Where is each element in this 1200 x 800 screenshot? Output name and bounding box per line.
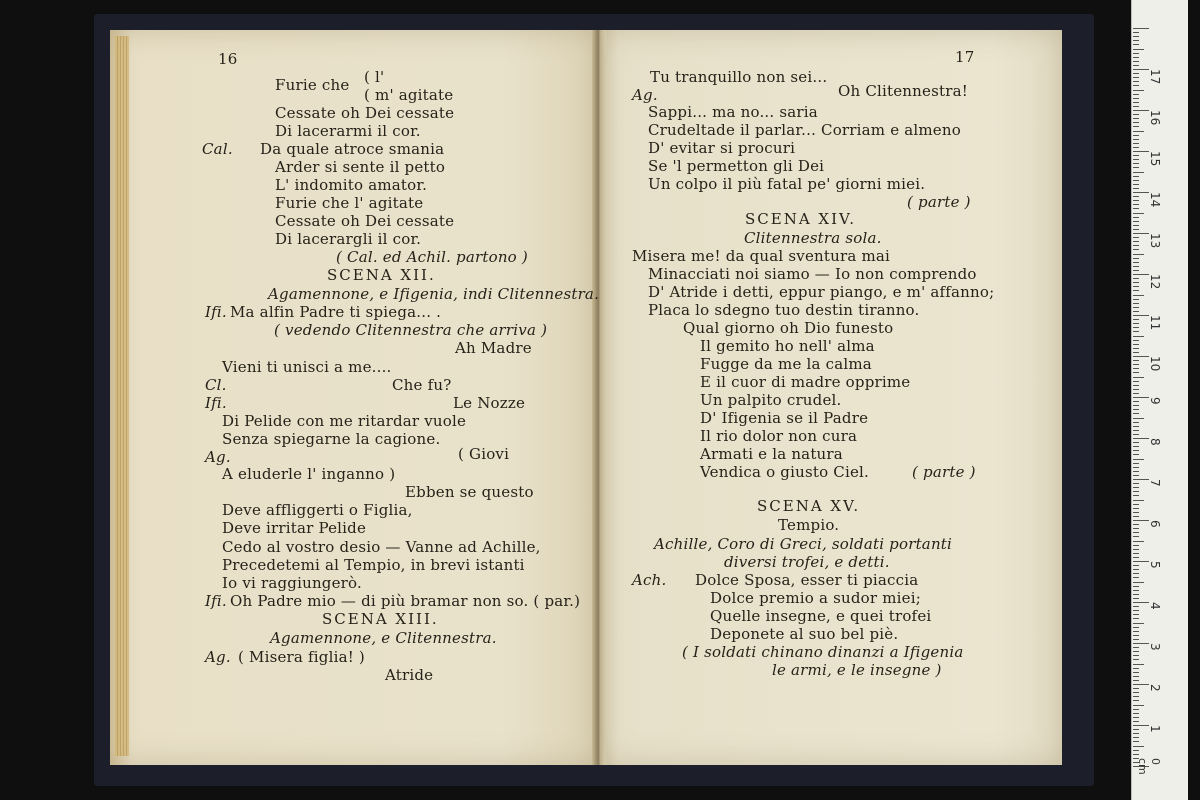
- ruler-tick: [1133, 385, 1139, 386]
- ruler-tick: [1133, 664, 1144, 665]
- ruler-tick: [1133, 541, 1144, 542]
- ruler-tick: [1133, 65, 1139, 66]
- ruler-tick: [1133, 204, 1139, 205]
- ruler-tick: [1133, 438, 1149, 439]
- ruler-tick: [1133, 754, 1139, 755]
- ruler-tick: [1133, 184, 1139, 185]
- ruler-number: 13: [1148, 233, 1162, 249]
- ruler-tick: [1133, 221, 1139, 222]
- scene-characters: diversi trofei, e detti.: [724, 553, 890, 571]
- ruler-tick: [1133, 639, 1139, 640]
- text-line: Di lacerarmi il cor.: [275, 122, 421, 140]
- text-line: Furie che l' agitate: [275, 194, 424, 212]
- text-line: Armati e la natura: [700, 445, 843, 463]
- text-line: Il rio dolor non cura: [700, 427, 858, 445]
- ruler-tick: [1133, 709, 1139, 710]
- ruler-number: 2: [1148, 684, 1162, 692]
- ruler-tick: [1133, 504, 1139, 505]
- speaker-label: Ifi.: [205, 394, 227, 412]
- ruler-tick: [1133, 315, 1149, 316]
- ruler-tick: [1133, 364, 1139, 365]
- text-line: A eluderle l' inganno ): [222, 465, 396, 483]
- ruler-tick: [1133, 139, 1139, 140]
- ruler-tick: [1133, 590, 1139, 591]
- text-line: ( l': [364, 68, 385, 86]
- ruler-tick: [1133, 36, 1139, 37]
- ruler-tick: [1133, 413, 1139, 414]
- ruler-tick: [1133, 360, 1139, 361]
- text-line: L' indomito amator.: [275, 176, 428, 194]
- text-line: Di lacerargli il cor.: [275, 230, 422, 248]
- ruler-number: 17: [1148, 69, 1162, 85]
- text-line: Io vi raggiungerò.: [222, 574, 362, 592]
- ruler-tick: [1133, 647, 1139, 648]
- text-line: D' Ifigenia se il Padre: [700, 409, 869, 427]
- page-number: 17: [955, 48, 975, 66]
- ruler-tick: [1133, 721, 1139, 722]
- ruler-tick: [1133, 705, 1144, 706]
- ruler-tick: [1133, 442, 1139, 443]
- ruler-tick: [1133, 213, 1144, 214]
- scene-heading: SCENA XIV.: [745, 210, 857, 228]
- ruler-tick: [1133, 532, 1139, 533]
- text-line: Oh Padre mio — di più bramar non so. ( par.): [230, 592, 581, 610]
- ruler-tick: [1133, 266, 1139, 267]
- stage-direction: ( Cal. ed Achil. partono ): [336, 248, 528, 266]
- ruler-tick: [1133, 659, 1139, 660]
- ruler-tick: [1133, 274, 1149, 275]
- ruler-tick: [1133, 577, 1139, 578]
- page-edges: [115, 36, 129, 756]
- ruler-tick: [1133, 553, 1139, 554]
- text-line: Cedo al vostro desio — Vanne ad Achille,: [222, 538, 541, 556]
- ruler-tick: [1133, 40, 1139, 41]
- ruler-unit-label: 0 cm: [1136, 758, 1162, 775]
- ruler-tick: [1133, 135, 1139, 136]
- ruler-tick: [1133, 241, 1139, 242]
- ruler-number: 4: [1148, 602, 1162, 610]
- ruler-tick: [1133, 110, 1149, 111]
- ruler-tick: [1133, 426, 1139, 427]
- ruler-tick: [1133, 344, 1139, 345]
- ruler-tick: [1133, 516, 1139, 517]
- text-line: Un colpo il più fatal pe' giorni miei.: [648, 175, 926, 193]
- text-line: Deponete al suo bel piè.: [710, 625, 899, 643]
- speaker-label: Ag.: [632, 86, 658, 104]
- ruler-tick: [1133, 729, 1139, 730]
- ruler-tick: [1133, 57, 1139, 58]
- ruler-tick: [1133, 475, 1139, 476]
- text-line: E il cuor di madre opprime: [700, 373, 911, 391]
- ruler-tick: [1133, 372, 1139, 373]
- ruler-tick: [1133, 208, 1139, 209]
- ruler-tick: [1133, 528, 1139, 529]
- ruler-tick: [1133, 565, 1139, 566]
- ruler-tick: [1133, 582, 1144, 583]
- ruler-tick: [1133, 167, 1139, 168]
- stage-direction: ( parte ): [912, 463, 976, 481]
- ruler-tick: [1133, 397, 1149, 398]
- ruler-tick: [1133, 114, 1139, 115]
- ruler-tick: [1133, 192, 1149, 193]
- ruler-tick: [1133, 422, 1139, 423]
- ruler-tick: [1133, 688, 1139, 689]
- ruler-tick: [1133, 147, 1139, 148]
- ruler-number: 9: [1148, 397, 1162, 405]
- ruler-tick: [1133, 737, 1139, 738]
- ruler-number: 5: [1148, 561, 1162, 569]
- ruler-tick: [1133, 430, 1139, 431]
- ruler-tick: [1133, 286, 1139, 287]
- ruler-tick: [1133, 163, 1139, 164]
- ruler-tick: [1133, 61, 1139, 62]
- text-line: Se 'l permetton gli Dei: [648, 157, 825, 175]
- ruler-tick: [1133, 299, 1139, 300]
- ruler-tick: [1133, 459, 1144, 460]
- ruler-tick: [1133, 500, 1144, 501]
- ruler-tick: [1133, 282, 1139, 283]
- ruler-tick: [1133, 159, 1139, 160]
- ruler-tick: [1133, 188, 1139, 189]
- ruler-tick: [1133, 106, 1139, 107]
- ruler-number: 14: [1148, 192, 1162, 208]
- text-line: Cessate oh Dei cessate: [275, 212, 455, 230]
- text-line: Fugge da me la calma: [700, 355, 872, 373]
- ruler-tick: [1133, 672, 1139, 673]
- stage-direction: le armi, e le insegne ): [772, 661, 942, 679]
- ruler-tick: [1133, 569, 1139, 570]
- ruler-tick: [1133, 668, 1139, 669]
- scene-characters: Achille, Coro di Greci, soldati portanti: [654, 535, 953, 553]
- ruler-tick: [1133, 303, 1139, 304]
- ruler-tick: [1133, 98, 1139, 99]
- text-line: Crudeltade il parlar... Corriam e almeno: [648, 121, 961, 139]
- ruler-tick: [1133, 586, 1139, 587]
- text-line: Vendica o giusto Ciel.: [700, 463, 870, 481]
- ruler-tick: [1133, 28, 1149, 29]
- ruler-tick: [1133, 290, 1139, 291]
- ruler-tick: [1133, 561, 1149, 562]
- stage-direction: ( I soldati chinano dinanzi a Ifigenia: [682, 643, 964, 661]
- ruler-tick: [1133, 225, 1139, 226]
- text-line: Da quale atroce smania: [260, 140, 445, 158]
- ruler-tick: [1133, 278, 1139, 279]
- text-line: Qual giorno oh Dio funesto: [683, 319, 894, 337]
- ruler-tick: [1133, 606, 1139, 607]
- scene-characters: Agamennone, e Clitennestra.: [270, 629, 497, 647]
- scene-heading: SCENA XII.: [327, 266, 436, 284]
- ruler-tick: [1133, 602, 1149, 603]
- ruler-tick: [1133, 327, 1139, 328]
- text-line: ( Giovi: [458, 445, 510, 463]
- text-line: Sappi... ma no... saria: [648, 103, 818, 121]
- text-line: Tu tranquillo non sei...: [650, 68, 828, 86]
- text-line: Vieni ti unisci a me....: [222, 358, 392, 376]
- ruler-tick: [1133, 258, 1139, 259]
- ruler-tick: [1133, 32, 1139, 33]
- text-line: Di Pelide con me ritardar vuole: [222, 412, 467, 430]
- book-gutter: [592, 30, 606, 765]
- ruler-tick: [1133, 700, 1139, 701]
- ruler-number: 15: [1148, 151, 1162, 167]
- ruler-tick: [1133, 610, 1139, 611]
- ruler-tick: [1133, 254, 1144, 255]
- ruler-tick: [1133, 598, 1139, 599]
- text-line: Le Nozze: [453, 394, 526, 412]
- text-line: Oh Clitennestra!: [838, 82, 968, 100]
- ruler-tick: [1133, 53, 1139, 54]
- scene-characters: Agamennone, e Ifigenia, indi Clitennestra.: [268, 285, 600, 303]
- scene-heading: SCENA XV.: [757, 497, 861, 515]
- ruler-tick: [1133, 618, 1139, 619]
- ruler-tick: [1133, 131, 1144, 132]
- ruler-tick: [1133, 733, 1139, 734]
- ruler-tick: [1133, 81, 1139, 82]
- ruler-tick: [1133, 90, 1144, 91]
- ruler-number: 6: [1148, 520, 1162, 528]
- ruler-tick: [1133, 356, 1149, 357]
- ruler-tick: [1133, 450, 1139, 451]
- text-line: D' Atride i detti, eppur piango, e m' affanno;: [648, 283, 995, 301]
- ruler-tick: [1133, 172, 1144, 173]
- ruler-tick: [1133, 614, 1139, 615]
- ruler-tick: [1133, 463, 1139, 464]
- ruler-tick: [1133, 180, 1139, 181]
- ruler-tick: [1133, 680, 1139, 681]
- ruler-number: 11: [1148, 315, 1162, 331]
- ruler-tick: [1133, 467, 1139, 468]
- ruler-tick: [1133, 454, 1139, 455]
- ruler-tick: [1133, 491, 1139, 492]
- ruler-tick: [1133, 270, 1139, 271]
- text-line: Misera me! da qual sventura mai: [632, 247, 891, 265]
- text-line: Dolce Sposa, esser ti piaccia: [695, 571, 919, 589]
- text-line: Il gemito ho nell' alma: [700, 337, 875, 355]
- ruler-number: 12: [1148, 274, 1162, 290]
- ruler-tick: [1133, 311, 1139, 312]
- text-line: Deve irritar Pelide: [222, 519, 367, 537]
- ruler-tick: [1133, 495, 1139, 496]
- ruler-tick: [1133, 401, 1139, 402]
- ruler-tick: [1133, 557, 1139, 558]
- ruler-tick: [1133, 151, 1149, 152]
- ruler-tick: [1133, 49, 1144, 50]
- ruler-tick: [1133, 229, 1139, 230]
- ruler-tick: [1133, 155, 1139, 156]
- ruler-tick: [1133, 200, 1139, 201]
- ruler-tick: [1133, 249, 1139, 250]
- ruler-tick: [1133, 418, 1144, 419]
- ruler-tick: [1133, 741, 1139, 742]
- ruler-tick: [1133, 487, 1139, 488]
- ruler-tick: [1133, 73, 1139, 74]
- ruler-tick: [1133, 237, 1139, 238]
- ruler-number: 7: [1148, 479, 1162, 487]
- text-line: Furie che: [275, 76, 350, 94]
- text-line: Arder si sente il petto: [275, 158, 446, 176]
- ruler-tick: [1133, 725, 1149, 726]
- ruler-tick: [1133, 643, 1149, 644]
- speaker-label: Ag.: [205, 448, 231, 466]
- ruler-tick: [1133, 409, 1139, 410]
- ruler-tick: [1133, 545, 1139, 546]
- ruler-tick: [1133, 377, 1144, 378]
- ruler-tick: [1133, 348, 1139, 349]
- ruler-tick: [1133, 655, 1139, 656]
- ruler-tick: [1133, 651, 1139, 652]
- ruler-tick: [1133, 69, 1149, 70]
- ruler-tick: [1133, 118, 1139, 119]
- text-line: Deve affliggerti o Figlia,: [222, 501, 413, 519]
- scene-setting: Tempio.: [778, 516, 840, 534]
- ruler-tick: [1133, 627, 1139, 628]
- ruler-tick: [1133, 549, 1139, 550]
- ruler-tick: [1133, 340, 1139, 341]
- text-line: Quelle insegne, e quei trofei: [710, 607, 932, 625]
- ruler-tick: [1133, 479, 1149, 480]
- ruler-tick: [1133, 696, 1139, 697]
- ruler-tick: [1133, 713, 1139, 714]
- speaker-label: Ifi.: [205, 303, 227, 321]
- ruler-tick: [1133, 44, 1139, 45]
- text-line: Atride: [385, 666, 434, 684]
- ruler-tick: [1133, 536, 1139, 537]
- ruler-tick: [1133, 405, 1139, 406]
- ruler-number: 1: [1148, 725, 1162, 733]
- text-line: Precedetemi al Tempio, in brevi istanti: [222, 556, 525, 574]
- ruler-tick: [1133, 295, 1144, 296]
- ruler-tick: [1133, 512, 1139, 513]
- ruler-tick: [1133, 381, 1139, 382]
- ruler-tick: [1133, 631, 1139, 632]
- ruler-tick: [1133, 471, 1139, 472]
- ruler-tick: [1133, 77, 1139, 78]
- scene-heading: SCENA XIII.: [322, 610, 439, 628]
- text-line: Minacciati noi siamo — Io non comprendo: [648, 265, 977, 283]
- ruler-tick: [1133, 520, 1149, 521]
- ruler-tick: [1133, 217, 1139, 218]
- ruler-tick: [1133, 323, 1139, 324]
- ruler-tick: [1133, 122, 1139, 123]
- ruler-tick: [1133, 676, 1139, 677]
- measurement-ruler: [1131, 0, 1188, 800]
- ruler-tick: [1133, 573, 1139, 574]
- text-line: Senza spiegarne la cagione.: [222, 430, 441, 448]
- text-line: Che fu?: [392, 376, 452, 394]
- ruler-tick: [1133, 336, 1144, 337]
- text-line: Ma alfin Padre ti spiega... .: [230, 303, 442, 321]
- text-line: D' evitar si procuri: [648, 139, 796, 157]
- ruler-tick: [1133, 176, 1139, 177]
- ruler-tick: [1133, 307, 1139, 308]
- ruler-tick: [1133, 126, 1139, 127]
- speaker-label: Ach.: [632, 571, 667, 589]
- stage-direction: ( parte ): [907, 193, 971, 211]
- ruler-tick: [1133, 102, 1139, 103]
- ruler-tick: [1133, 94, 1139, 95]
- ruler-tick: [1133, 717, 1139, 718]
- ruler-tick: [1133, 368, 1139, 369]
- ruler-tick: [1133, 245, 1139, 246]
- text-line: Ah Madre: [455, 339, 532, 357]
- ruler-tick: [1133, 508, 1139, 509]
- ruler-tick: [1133, 233, 1149, 234]
- ruler-tick: [1133, 389, 1139, 390]
- ruler-tick: [1133, 692, 1139, 693]
- ruler-tick: [1133, 319, 1139, 320]
- ruler-number: 10: [1148, 356, 1162, 372]
- text-line: Dolce premio a sudor miei;: [710, 589, 921, 607]
- ruler-tick: [1133, 524, 1139, 525]
- ruler-tick: [1133, 483, 1139, 484]
- stage-direction: ( vedendo Clitennestra che arriva ): [274, 321, 548, 339]
- speaker-label: Ag.: [205, 648, 231, 666]
- speaker-label: Ifi.: [205, 592, 227, 610]
- ruler-tick: [1133, 393, 1139, 394]
- text-line: ( Misera figlia! ): [238, 648, 365, 666]
- scene-characters: Clitennestra sola.: [744, 229, 882, 247]
- ruler-tick: [1133, 262, 1139, 263]
- ruler-tick: [1133, 684, 1149, 685]
- ruler-tick: [1133, 331, 1139, 332]
- speaker-label: Cal.: [202, 140, 233, 158]
- ruler-tick: [1133, 623, 1144, 624]
- ruler-tick: [1133, 594, 1139, 595]
- ruler-tick: [1133, 85, 1139, 86]
- ruler-number: 16: [1148, 110, 1162, 126]
- ruler-number: 8: [1148, 438, 1162, 446]
- text-line: Un palpito crudel.: [700, 391, 842, 409]
- speaker-label: Cl.: [205, 376, 227, 394]
- ruler-number: 3: [1148, 643, 1162, 651]
- ruler-tick: [1133, 352, 1139, 353]
- ruler-tick: [1133, 143, 1139, 144]
- page-number: 16: [218, 50, 238, 68]
- text-line: Placa lo sdegno tuo destin tiranno.: [648, 301, 920, 319]
- ruler-tick: [1133, 446, 1139, 447]
- text-line: Cessate oh Dei cessate: [275, 104, 455, 122]
- ruler-tick: [1133, 196, 1139, 197]
- ruler-tick: [1133, 750, 1139, 751]
- ruler-tick: [1133, 635, 1139, 636]
- ruler-tick: [1133, 434, 1139, 435]
- text-line: ( m' agitate: [364, 86, 454, 104]
- ruler-tick: [1133, 746, 1144, 747]
- text-line: Ebben se questo: [405, 483, 534, 501]
